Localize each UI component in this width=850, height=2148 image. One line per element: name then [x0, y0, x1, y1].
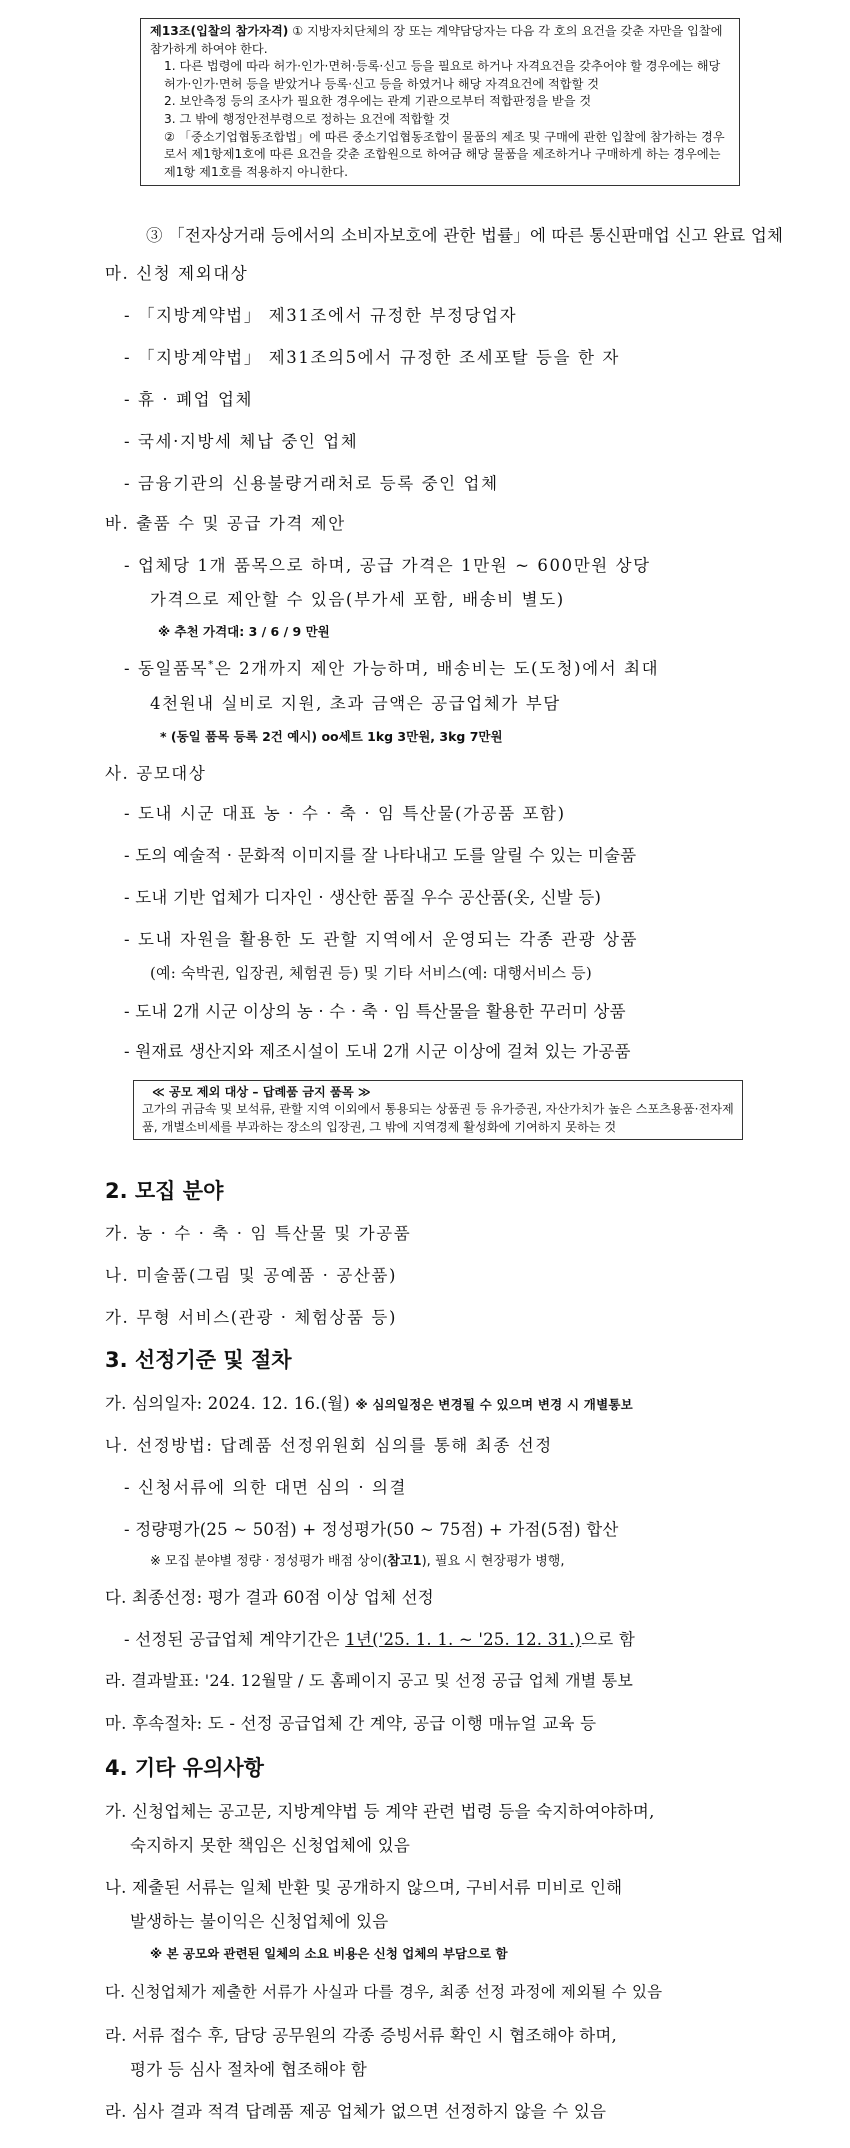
list-item: - 금융기관의 신용불량거래처로 등록 중인 업체 — [124, 474, 499, 493]
list-item: 다. 최종선정: 평가 결과 60점 이상 업체 선정 — [105, 1588, 434, 1607]
list-item: - 동일품목*은 2개까지 제안 가능하며, 배송비는 도(도청)에서 최대 — [124, 659, 660, 678]
list-item-continued: (예: 숙박권, 입장권, 체험권 등) 및 기타 서비스(예: 대행서비스 등) — [150, 964, 592, 982]
law-article-item-3: 3. 그 밖에 행정안전부령으로 정하는 요건에 적합할 것 — [164, 111, 450, 126]
list-item-continued: 가격으로 제안할 수 있음(부가세 포함, 배송비 별도) — [150, 590, 565, 609]
list-item: 가. 신청업체는 공고문, 지방계약법 등 계약 관련 법령 등을 숙지하여야하며, — [105, 1802, 655, 1821]
list-item: 나. 제출된 서류는 일체 반환 및 공개하지 않으며, 구비서류 미비로 인해 — [105, 1878, 623, 1897]
list-item: - 원재료 생산지와 제조시설이 도내 2개 시군 이상에 걸쳐 있는 가공품 — [124, 1042, 631, 1061]
section-heading: 마. 신청 제외대상 — [105, 264, 249, 283]
law-article-box — [140, 18, 740, 186]
section-title: 4. 기타 유의사항 — [105, 1756, 264, 1780]
list-item: 다. 신청업체가 제출한 서류가 사실과 다를 경우, 최종 선정 과정에 제외될 수 있음 — [105, 1983, 663, 2001]
section-heading: 사. 공모대상 — [105, 764, 207, 783]
list-item: 라. 결과발표: '24. 12월말 / 도 홈페이지 공고 및 선정 공급 업체 개별 통보 — [105, 1671, 633, 1690]
list-item: - 도내 기반 업체가 디자인 · 생산한 품질 우수 공산품(옷, 신발 등) — [124, 888, 602, 907]
list-item: - 선정된 공급업체 계약기간은 1년('25. 1. 1. ~ '25. 12. 31.)으로 함 — [124, 1630, 636, 1649]
law-article-title: 제13조(입찰의 참가자격) — [150, 24, 289, 38]
list-item: 나. 선정방법: 답례품 선정위원회 심의를 통해 최종 선정 — [105, 1436, 553, 1455]
list-item: 라. 서류 접수 후, 담당 공무원의 각종 증빙서류 확인 시 협조해야 하며, — [105, 2026, 617, 2045]
list-item-continued: 숙지하지 못한 책임은 신청업체에 있음 — [130, 1836, 411, 1855]
list-item: - 도내 2개 시군 이상의 농 · 수 · 축 · 임 특산물을 활용한 꾸러미 상품 — [124, 1002, 626, 1021]
law-article-intro: 제13조(입찰의 참가자격) ① 지방자치단체의 장 또는 계약담당자는 다음 각 호의 요건을 갖춘 자만을 입찰에 참가하게 하여야 한다. — [150, 24, 723, 56]
list-item: 가. 농 · 수 · 축 · 임 특산물 및 가공품 — [105, 1224, 412, 1243]
note-line: * (동일 품목 등록 2건 예시) oo세트 1kg 3만원, 3kg 7만원 — [160, 729, 503, 744]
list-item: - 정량평가(25 ~ 50점) + 정성평가(50 ~ 75점) + 가점(5점) 합산 — [124, 1520, 619, 1539]
list-item: - 업체당 1개 품목으로 하며, 공급 가격은 1만원 ~ 600만원 상당 — [124, 556, 651, 575]
exclusion-box-body: 고가의 귀금속 및 보석류, 관할 지역 이외에서 통용되는 상품권 등 유가증권, 자산가치가 높은 스포츠용품·전자제품, 개별소비세를 부과하는 장소의 입장권, 그 밖에 지역경제 활성화에 기여하지 못하는 것 — [142, 1102, 734, 1134]
list-item: - 국세·지방세 체납 중인 업체 — [124, 432, 359, 451]
section-title: 3. 선정기준 및 절차 — [105, 1348, 292, 1372]
note-line: ※ 모집 분야별 정량 · 정성평가 배점 상이(참고1), 필요 시 현장평가 병행, — [150, 1554, 565, 1569]
note-line: ※ 본 공모와 관련된 일체의 소요 비용은 신청 업체의 부담으로 함 — [150, 1946, 508, 1961]
exclusion-box — [133, 1080, 743, 1140]
list-item-continued: 발생하는 불이익은 신청업체에 있음 — [130, 1912, 389, 1931]
list-item: 가. 무형 서비스(관광 · 체험상품 등) — [105, 1308, 397, 1327]
law-article-item-1: 1. 다른 법령에 따라 허가·인가·면허·등록·신고 등을 필요로 하거나 자격요건을 갖추어야 할 경우에는 해당 허가·인가·면허 등을 받았거나 등록·신고 등을 하였거나 해당 자격요건에 적합할 것 — [164, 59, 721, 91]
section-heading: 바. 출품 수 및 공급 가격 제안 — [105, 514, 346, 533]
list-item: 가. 심의일자: 2024. 12. 16.(월) ※ 심의일정은 변경될 수 있으며 변경 시 개별통보 — [105, 1394, 633, 1413]
note-line: ※ 추천 가격대: 3 / 6 / 9 만원 — [158, 624, 330, 639]
list-item-continued: 평가 등 심사 절차에 협조해야 함 — [130, 2060, 368, 2079]
list-item: - 도내 자원을 활용한 도 관할 지역에서 운영되는 각종 관광 상품 — [124, 930, 639, 949]
list-item: - 도내 시군 대표 농 · 수 · 축 · 임 특산물(가공품 포함) — [124, 804, 566, 823]
list-item: - 「지방계약법」 제31조의5에서 규정한 조세포탈 등을 한 자 — [124, 348, 620, 367]
list-item: - 신청서류에 의한 대면 심의 · 의결 — [124, 1478, 408, 1497]
section-title: 2. 모집 분야 — [105, 1179, 224, 1203]
exclusion-box-title: ≪ 공모 제외 대상 – 답례품 금지 품목 ≫ — [152, 1085, 371, 1099]
list-item: 라. 심사 결과 적격 답례품 제공 업체가 없으면 선정하지 않을 수 있음 — [105, 2102, 607, 2121]
law-article-para-2: ② 「중소기업협동조합법」에 따른 중소기업협동조합이 물품의 제조 및 구매에 관한 입찰에 참가하는 경우로서 제1항제1호에 따른 요건을 갖춘 조합원으로 하여금 해당 물품을 제조하거나 구매하게 하는 경우에는 제1항 제1호를 적용하지 아니한다. — [164, 129, 725, 179]
list-item: - 「지방계약법」 제31조에서 규정한 부정당업자 — [124, 306, 518, 325]
text-line: ③ 「전자상거래 등에서의 소비자보호에 관한 법률」에 따른 통신판매업 신고 완료 업체 — [146, 226, 784, 245]
list-item: - 도의 예술적 · 문화적 이미지를 잘 나타내고 도를 알릴 수 있는 미술품 — [124, 846, 637, 865]
list-item: - 휴 · 폐업 업체 — [124, 390, 254, 409]
list-item-continued: 4천원내 실비로 지원, 초과 금액은 공급업체가 부담 — [150, 694, 561, 713]
list-item: 나. 미술품(그림 및 공예품 · 공산품) — [105, 1266, 397, 1285]
law-article-item-2: 2. 보안측정 등의 조사가 필요한 경우에는 관계 기관으로부터 적합판정을 받을 것 — [164, 94, 592, 109]
list-item: 마. 후속절차: 도 - 선정 공급업체 간 계약, 공급 이행 매뉴얼 교육 등 — [105, 1714, 597, 1733]
